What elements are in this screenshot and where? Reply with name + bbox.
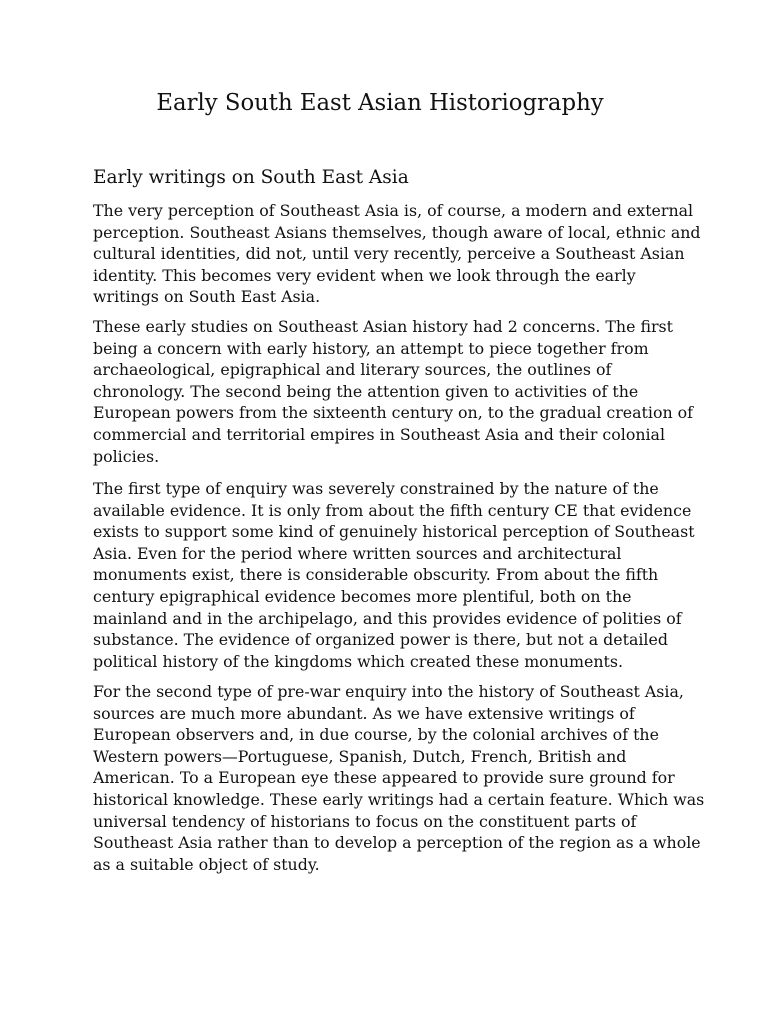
paragraph-line: The very perception of Southeast Asia is, of course, a modern and external (93, 201, 694, 220)
paragraph-line: For the second type of pre-war enquiry into the history of Southeast Asia, (93, 682, 684, 701)
paragraph-line: Southeast Asia rather than to develop a perception of the region as a whole (93, 833, 701, 853)
document-title: Early South East Asian Historiography (156, 90, 604, 116)
paragraph-line: The first type of enquiry was severely constrained by the nature of the (93, 479, 659, 498)
paragraph-line: monuments exist, there is considerable obscurity. From about the fifth (93, 565, 659, 585)
paragraph (93, 681, 705, 875)
paragraph-line: mainland and in the archipelago, and this provides evidence of polities of (93, 608, 682, 628)
paragraph-line: European powers from the sixteenth century on, to the gradual creation of (93, 403, 694, 423)
paragraph-line: cultural identities, did not, until very recently, perceive a Southeast Asian (93, 244, 685, 264)
paragraph-line: Asia. Even for the period where written sources and architectural (93, 543, 622, 563)
paragraph-line: policies. (93, 446, 160, 466)
paragraph-line: writings on South East Asia. (93, 287, 321, 307)
paragraph-line: universal tendency of historians to focus on the constituent parts of (93, 811, 637, 831)
paragraph-line: perception. Southeast Asians themselves, though aware of local, ethnic and (93, 222, 701, 242)
paragraph-line: These early studies on Southeast Asian history had 2 concerns. The first (93, 317, 673, 336)
paragraph-line: political history of the kingdoms which created these monuments. (93, 651, 624, 671)
paragraph-line: historical knowledge. These early writings had a certain feature. Which was (93, 789, 705, 809)
paragraph-line: identity. This becomes very evident when we look through the early (93, 265, 636, 285)
paragraph-line: century epigraphical evidence becomes more plentiful, both on the (93, 586, 632, 606)
paragraph (93, 478, 695, 672)
paragraph-line: being a concern with early history, an attempt to piece together from (93, 338, 649, 358)
paragraph-line: substance. The evidence of organized power is there, but not a detailed (93, 630, 668, 650)
paragraph-line: as a suitable object of study. (93, 854, 320, 874)
paragraph-line: sources are much more abundant. As we have extensive writings of (93, 703, 635, 723)
paragraph (93, 316, 694, 467)
paragraph-line: European observers and, in due course, by the colonial archives of the (93, 725, 659, 745)
paragraph-line: available evidence. It is only from about the fifth century CE that evidence (93, 500, 692, 520)
paragraph-line: Western powers—Portuguese, Spanish, Dutch, French, British and (93, 746, 627, 766)
paragraph-line: commercial and territorial empires in Southeast Asia and their colonial (93, 424, 666, 444)
paragraph (93, 200, 701, 308)
paragraph-line: chronology. The second being the attention given to activities of the (93, 381, 639, 401)
paragraph-line: exists to support some kind of genuinely historical perception of Southeast (93, 522, 695, 542)
section-heading: Early writings on South East Asia (93, 167, 409, 188)
paragraph-line: archaeological, epigraphical and literary sources, the outlines of (93, 360, 612, 380)
paragraph-line: American. To a European eye these appeared to provide sure ground for (93, 768, 675, 788)
